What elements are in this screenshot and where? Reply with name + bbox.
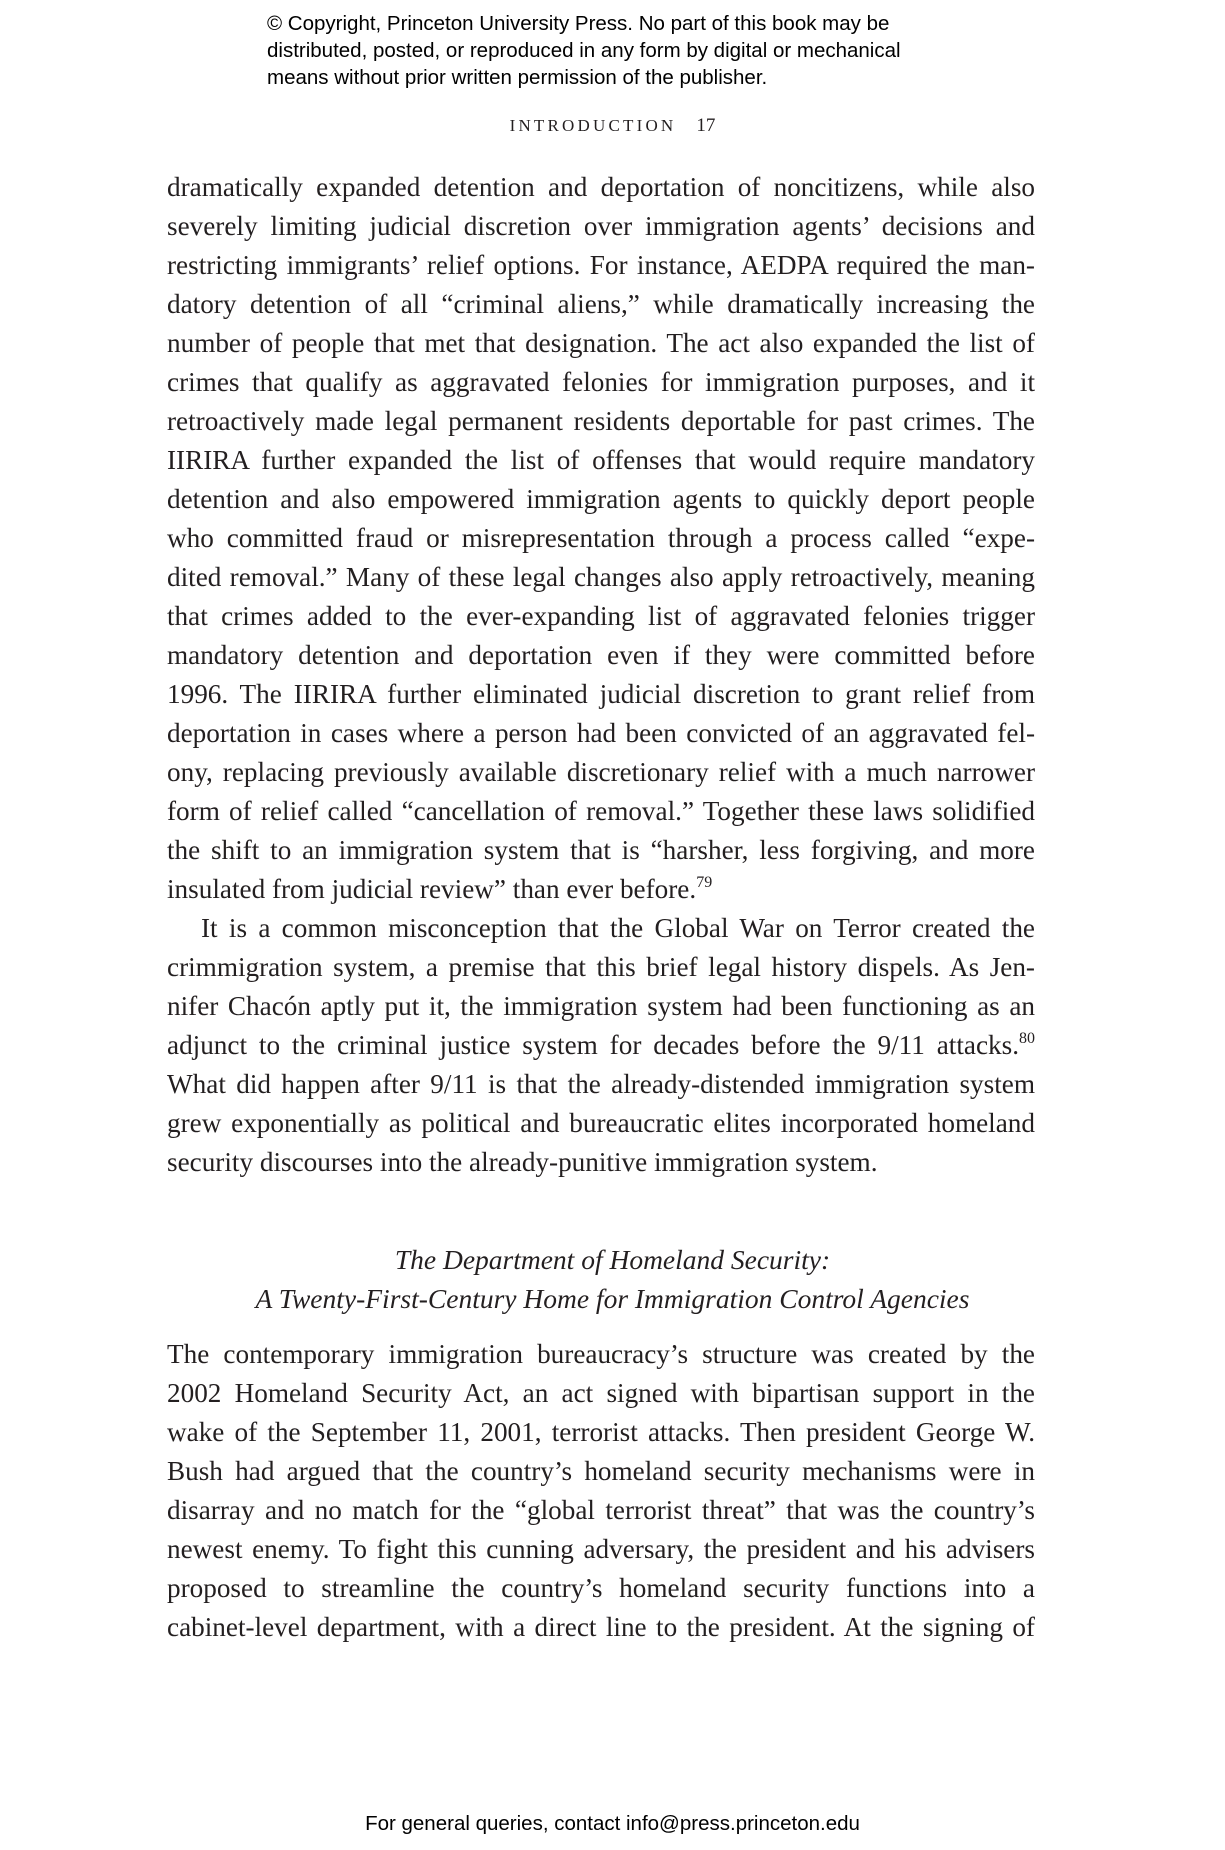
text-line: nifer Chacón aptly put it, the immigration system had been functioning as an — [167, 991, 1035, 1021]
text-line: disarray and no match for the “global terrorist threat” that was the country’s — [167, 1495, 1035, 1525]
page-number: 17 — [696, 115, 716, 136]
text-line: Bush had argued that the country’s homeland security mechanisms were in — [167, 1456, 1035, 1486]
text-line: It is a common misconception that the Global War on Terror created the — [201, 913, 1035, 943]
text-line: The contemporary immigration bureaucracy’s structure was created by the — [167, 1339, 1035, 1369]
text-line: who committed fraud or misrepresentation through a process called “expe- — [167, 523, 1035, 553]
text-line: that crimes added to the ever-expanding list of aggravated felonies trigger — [167, 601, 1035, 631]
text-line: newest enemy. To fight this cunning adversary, the president and his advisers — [167, 1534, 1035, 1564]
section-heading-line-1: The Department of Homeland Security: — [394, 1244, 831, 1275]
footer-contact: For general queries, contact info@press.princeton.edu — [365, 1812, 860, 1835]
section-heading — [0, 1240, 1225, 1318]
paragraph-2 — [167, 909, 1035, 1182]
copyright-line: distributed, posted, or reproduced in any form by digital or mechanical — [267, 39, 901, 62]
copyright-notice — [267, 10, 1027, 91]
text-line-content: insulated from judicial review” than ever before. — [167, 874, 697, 904]
copyright-line: © Copyright, Princeton University Press. No part of this book may be — [267, 12, 890, 35]
text-line: security discourses into the already-punitive immigration system. — [167, 1147, 878, 1177]
text-line: form of relief called “cancellation of removal.” Together these laws solidified — [167, 796, 1035, 826]
text-line: restricting immigrants’ relief options. For instance, AEDPA required the man- — [167, 250, 1035, 280]
paragraph-3 — [167, 1335, 1035, 1647]
text-line: What did happen after 9/11 is that the already-distended immigration system — [167, 1069, 1035, 1099]
text-line: detention and also empowered immigration agents to quickly deport people — [167, 484, 1035, 514]
body-text-section-2 — [167, 1335, 1035, 1647]
paragraph-1 — [167, 168, 1035, 909]
text-line: cabinet-level department, with a direct line to the president. At the signing of — [167, 1612, 1035, 1642]
text-line: severely limiting judicial discretion over immigration agents’ decisions and — [167, 211, 1035, 241]
text-line: crimes that qualify as aggravated felonies for immigration purposes, and it — [167, 367, 1035, 397]
text-line: datory detention of all “criminal aliens,” while dramatically increasing the — [167, 289, 1035, 319]
text-line: retroactively made legal permanent residents deportable for past crimes. The — [167, 406, 1035, 436]
running-head-section: INTRODUCTION — [509, 116, 677, 135]
text-line-content: adjunct to the criminal justice system for decades before the 9/11 attacks. — [167, 1030, 1019, 1060]
text-line: dited removal.” Many of these legal changes also apply retroactively, meaning — [167, 562, 1035, 592]
text-line: the shift to an immigration system that is “harsher, less forgiving, and more — [167, 835, 1035, 865]
text-line: 2002 Homeland Security Act, an act signed with bipartisan support in the — [167, 1378, 1035, 1408]
text-line: number of people that met that designation. The act also expanded the list of — [167, 328, 1035, 358]
text-line: mandatory detention and deportation even if they were committed before — [167, 640, 1035, 670]
running-head — [0, 115, 1225, 137]
text-line — [167, 870, 1035, 909]
text-line: crimmigration system, a premise that this brief legal history dispels. As Jen- — [167, 952, 1035, 982]
text-line: dramatically expanded detention and deportation of noncitizens, while also — [167, 172, 1035, 202]
body-text — [167, 168, 1035, 1182]
footnote-ref-80[interactable]: 80 — [1019, 1030, 1035, 1047]
text-line: grew exponentially as political and bureaucratic elites incorporated homeland — [167, 1108, 1035, 1138]
text-line: wake of the September 11, 2001, terrorist attacks. Then president George W. — [167, 1417, 1035, 1447]
text-line: proposed to streamline the country’s homeland security functions into a — [167, 1573, 1035, 1603]
copyright-line: means without prior written permission of the publisher. — [267, 66, 768, 89]
text-line: 1996. The IIRIRA further eliminated judicial discretion to grant relief from — [167, 679, 1035, 709]
text-line: ony, replacing previously available discretionary relief with a much narrower — [167, 757, 1035, 787]
text-line — [167, 1026, 1035, 1065]
section-heading-line-2: A Twenty-First-Century Home for Immigration Control Agencies — [255, 1283, 970, 1314]
footnote-ref-79[interactable]: 79 — [696, 874, 713, 891]
text-line: IIRIRA further expanded the list of offenses that would require mandatory — [167, 445, 1035, 475]
text-line: deportation in cases where a person had been convicted of an aggravated fel- — [167, 718, 1035, 748]
